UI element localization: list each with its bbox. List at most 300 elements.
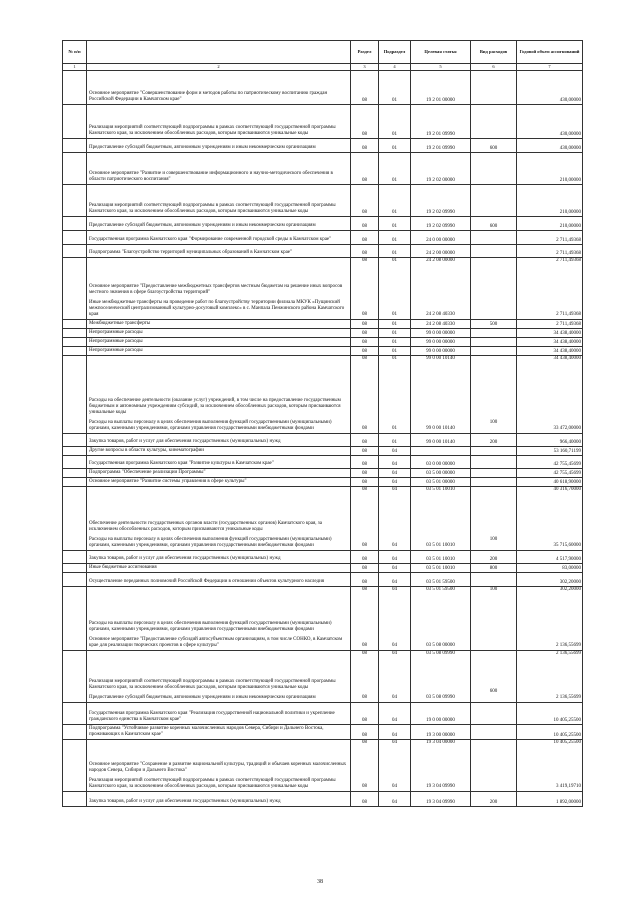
cell-value: 03 5 01 59500 xyxy=(426,587,455,592)
cell-value: 08 xyxy=(362,784,367,789)
cell-text: Предоставление субсидий бюджетным, автономным учреждениям и иным некоммерческим организациям xyxy=(89,145,316,150)
cell-target: 19 2 01 09990 xyxy=(411,105,471,139)
cell-num xyxy=(63,356,87,434)
cell-value: 100 xyxy=(489,420,498,425)
cell-num xyxy=(63,347,87,356)
cell-target xyxy=(411,356,471,434)
cell-name xyxy=(87,356,351,434)
cell-section: 08 xyxy=(351,231,379,245)
cell-amount: 210,00000 xyxy=(517,185,583,217)
cell-section: 08 xyxy=(351,456,379,469)
cell-subsection: 04 xyxy=(379,573,411,587)
table-row xyxy=(63,105,583,139)
cell-value: 04 xyxy=(392,695,397,700)
cell-target: 24 2 08 40330 xyxy=(411,320,471,329)
cell-text: Непрограммные расходы xyxy=(89,330,143,335)
cell-value: 01 xyxy=(392,312,397,317)
cell-target: 19 2 01 09990 xyxy=(411,139,471,153)
cell-text: Государственная программа Камчатского края "Формирование современной городской среды в Камчатском крае" xyxy=(89,237,332,242)
col-number: 2 xyxy=(87,64,351,71)
table-row xyxy=(63,338,583,347)
cell-name xyxy=(87,217,351,231)
cell-name xyxy=(87,573,351,587)
cell-text: Закупка товаров, работ и услуг для обеспечения государственных (муниципальных) нужд xyxy=(89,556,281,561)
cell-name xyxy=(87,434,351,447)
cell-target xyxy=(411,651,471,703)
cell-value: 04 xyxy=(392,587,397,592)
cell-amount: 210,00000 xyxy=(517,153,583,185)
cell-num xyxy=(63,447,87,456)
cell-name xyxy=(87,792,351,807)
cell-text: Государственная программа Камчатского края "Реализация государственной национальной политики и укрепление гражданского единства в Камчатском крае" xyxy=(89,711,335,722)
table-row xyxy=(63,725,583,740)
cell-num xyxy=(63,217,87,231)
cell-value: 04 xyxy=(392,487,397,492)
cell-amount: 430,00000 xyxy=(517,105,583,139)
cell-num xyxy=(63,153,87,185)
table-row xyxy=(63,564,583,573)
cell-text: Расходы на обеспечение деятельности (оказание услуг) учреждений, в том числе на предоставление государственным бюджетным и автономным учреждениям субсидий, за исключением обособленных расходов, которым присваиваются уникальные коды xyxy=(89,398,341,415)
table-row xyxy=(63,434,583,447)
cell-section: 08 xyxy=(351,139,379,153)
cell-target xyxy=(411,587,471,651)
cell-num xyxy=(63,320,87,329)
cell-text: Основное мероприятие "Совершенствование форм и методов работы по патриотическому воспитанию граждан Российской Федерации в Камчатском крае" xyxy=(89,91,328,102)
cell-num xyxy=(63,469,87,478)
header-target: Целевая статья xyxy=(411,41,471,64)
cell-num xyxy=(63,139,87,153)
header-amount: Годовой объем ассигнований xyxy=(517,41,583,64)
cell-target: 19 2 02 09990 xyxy=(411,185,471,217)
cell-num xyxy=(63,185,87,217)
cell-subsection: 01 xyxy=(379,338,411,347)
cell-value: 08 xyxy=(362,587,367,592)
cell-name xyxy=(87,347,351,356)
cell-value: 40 316,70000 xyxy=(553,487,581,492)
cell-text: Подпрограмма "Устойчивое развитие коренных малочисленных народов Севера, Сибири и Дальнего Востока, проживающих в Камчатском крае" xyxy=(89,726,324,737)
cell-target: 03 0 00 00000 xyxy=(411,456,471,469)
cell-value: 100 xyxy=(489,587,498,592)
cell-value: 2 136,55699 xyxy=(556,643,581,648)
cell-text: Основное мероприятие "Сохранение и развитие национальной культуры, традиций и обычаев коренных малочисленных народов Севера, Сибири и Дальнего Востока" xyxy=(89,762,347,773)
table-row xyxy=(63,245,583,258)
table-row xyxy=(63,651,583,703)
cell-text: Непрограммные расходы xyxy=(89,348,143,353)
cell-text: Другие вопросы в области культуры, кинематографии xyxy=(89,448,204,453)
cell-exp-type xyxy=(471,478,517,487)
cell-target: 19 0 00 00000 xyxy=(411,703,471,725)
cell-text: Предоставление субсидий бюджетным, автономным учреждениям и иным некоммерческим организациям xyxy=(89,695,316,700)
cell-target: 99 0 00 00000 xyxy=(411,338,471,347)
cell-section: 08 xyxy=(351,434,379,447)
header-num: № п/п xyxy=(63,41,87,64)
table-row xyxy=(63,740,583,792)
cell-exp-type xyxy=(471,651,517,703)
cell-subsection: 01 xyxy=(379,231,411,245)
cell-target: 19 2 01 00000 xyxy=(411,71,471,105)
cell-num xyxy=(63,478,87,487)
cell-name xyxy=(87,703,351,725)
cell-name xyxy=(87,231,351,245)
cell-name xyxy=(87,258,351,320)
cell-text: Закупка товаров, работ и услуг для обеспечения государственных (муниципальных) нужд xyxy=(89,799,281,804)
cell-text: Непрограммные расходы xyxy=(89,339,143,344)
cell-amount: 966,40000 xyxy=(517,434,583,447)
cell-value: 10 405,25500 xyxy=(553,740,581,745)
cell-target: 19 3 04 09990 xyxy=(411,792,471,807)
cell-target xyxy=(411,487,471,551)
cell-exp-type xyxy=(471,338,517,347)
cell-amount: 1 892,00000 xyxy=(517,792,583,807)
cell-value: 600 xyxy=(489,689,498,694)
table-row xyxy=(63,329,583,338)
cell-num xyxy=(63,587,87,651)
cell-exp-type: 800 xyxy=(471,564,517,573)
cell-name xyxy=(87,139,351,153)
cell-target xyxy=(411,740,471,792)
cell-subsection: 01 xyxy=(379,71,411,105)
cell-section: 08 xyxy=(351,792,379,807)
table-row xyxy=(63,231,583,245)
cell-text: Расходы на выплаты персоналу в целях обеспечения выполнения функций государственными (муниципальными) органами, казенными учреждениями, органами управления государственными внебюджетными фондами xyxy=(89,537,332,548)
table-row xyxy=(63,792,583,807)
cell-num xyxy=(63,258,87,320)
cell-name xyxy=(87,469,351,478)
header-row xyxy=(63,41,583,64)
cell-name xyxy=(87,725,351,740)
cell-amount xyxy=(517,587,583,651)
cell-amount: 10 405,25500 xyxy=(517,725,583,740)
cell-amount: 34 438,40000 xyxy=(517,347,583,356)
cell-exp-type xyxy=(471,587,517,651)
cell-target: 03 5 01 00000 xyxy=(411,478,471,487)
cell-value: 04 xyxy=(392,651,397,656)
table-row xyxy=(63,469,583,478)
cell-value: 03 5 01 10010 xyxy=(426,487,455,492)
cell-num xyxy=(63,434,87,447)
cell-target: 19 3 00 00000 xyxy=(411,725,471,740)
cell-subsection: 01 xyxy=(379,329,411,338)
cell-value: 34 438,40000 xyxy=(553,356,581,361)
cell-exp-type xyxy=(471,231,517,245)
cell-amount: 34 438,40000 xyxy=(517,338,583,347)
page-number: 38 xyxy=(317,879,323,885)
cell-exp-type xyxy=(471,356,517,434)
cell-subsection: 01 xyxy=(379,185,411,217)
cell-target: 03 5 01 59500 xyxy=(411,573,471,587)
cell-subsection: 01 xyxy=(379,347,411,356)
cell-exp-type: 200 xyxy=(471,551,517,564)
cell-text: Осуществление переданных полномочий Российской Федерации в отношении объектов культурного наследия xyxy=(89,579,325,584)
cell-subsection: 04 xyxy=(379,703,411,725)
cell-amount xyxy=(517,258,583,320)
cell-value: 03 5 08 09990 xyxy=(426,651,455,656)
cell-value: 08 xyxy=(362,651,367,656)
cell-amount: 430,00000 xyxy=(517,139,583,153)
table-row xyxy=(63,573,583,587)
cell-exp-type xyxy=(471,740,517,792)
cell-exp-type xyxy=(471,487,517,551)
cell-value: 08 xyxy=(362,543,367,548)
cell-amount: 40 618,90000 xyxy=(517,478,583,487)
cell-value: 08 xyxy=(362,312,367,317)
cell-target xyxy=(411,258,471,320)
cell-amount: 302,20000 xyxy=(517,573,583,587)
cell-exp-type: 200 xyxy=(471,792,517,807)
cell-subsection: 04 xyxy=(379,551,411,564)
cell-section xyxy=(351,651,379,703)
cell-subsection xyxy=(379,740,411,792)
col-number: 3 xyxy=(351,64,379,71)
cell-name xyxy=(87,185,351,217)
cell-section: 08 xyxy=(351,551,379,564)
cell-subsection: 01 xyxy=(379,320,411,329)
cell-amount: 210,00000 xyxy=(517,217,583,231)
cell-value: 04 xyxy=(392,643,397,648)
col-number: 4 xyxy=(379,64,411,71)
cell-target: 99 0 00 10140 xyxy=(411,434,471,447)
cell-text: Расходы на выплаты персоналу в целях обеспечения выполнения функций государственными (муниципальными) органами, казенными учреждениями, органами управления государственными внебюджетными фондами xyxy=(89,621,332,632)
table-row xyxy=(63,478,583,487)
cell-value: 08 xyxy=(362,258,367,263)
cell-text: Предоставление субсидий бюджетным, автономным учреждениям и иным некоммерческим организациям xyxy=(89,223,316,228)
cell-exp-type xyxy=(471,469,517,478)
cell-amount xyxy=(517,651,583,703)
cell-exp-type xyxy=(471,456,517,469)
cell-value: 01 xyxy=(392,426,397,431)
cell-exp-type xyxy=(471,447,517,456)
cell-num xyxy=(63,338,87,347)
cell-subsection: 04 xyxy=(379,478,411,487)
cell-amount xyxy=(517,487,583,551)
cell-value: 03 5 08 09990 xyxy=(426,695,455,700)
cell-section: 08 xyxy=(351,153,379,185)
cell-subsection: 01 xyxy=(379,217,411,231)
cell-value: 19 3 04 00000 xyxy=(426,740,455,745)
cell-text: Основное мероприятие "Предоставление субсидий автосубъектным организациям, в том числе СОНКО, в Камчатском крае для реализации творческих проектов в сфере культуры" xyxy=(89,637,343,648)
cell-exp-type xyxy=(471,245,517,258)
cell-section: 08 xyxy=(351,245,379,258)
cell-exp-type xyxy=(471,71,517,105)
table-body xyxy=(63,71,583,807)
cell-value: 2 136,55699 xyxy=(556,651,581,656)
cell-name xyxy=(87,651,351,703)
cell-amount xyxy=(517,740,583,792)
cell-section: 08 xyxy=(351,185,379,217)
cell-exp-type: 600 xyxy=(471,139,517,153)
cell-target: 19 2 02 09990 xyxy=(411,217,471,231)
cell-num xyxy=(63,329,87,338)
header-section: Раздел xyxy=(351,41,379,64)
cell-name xyxy=(87,71,351,105)
table-row xyxy=(63,551,583,564)
cell-section: 08 xyxy=(351,447,379,456)
cell-name xyxy=(87,245,351,258)
cell-section: 08 xyxy=(351,71,379,105)
cell-name xyxy=(87,338,351,347)
cell-section: 08 xyxy=(351,338,379,347)
table-row xyxy=(63,487,583,551)
cell-text: Основное мероприятие "Развитие системы управления в сфере культуры" xyxy=(89,479,247,484)
col-number: 6 xyxy=(471,64,517,71)
cell-exp-type xyxy=(471,347,517,356)
cell-value: 08 xyxy=(362,643,367,648)
cell-name xyxy=(87,329,351,338)
cell-exp-type xyxy=(471,258,517,320)
cell-text: Государственная программа Камчатского края "Развитие культуры в Камчатском крае" xyxy=(89,461,274,466)
cell-value: 08 xyxy=(362,487,367,492)
header-exp-type: Вид расходов xyxy=(471,41,517,64)
cell-text: Обеспечение деятельности государственных органов власти (государственных органов) Камчатского края, за исключением обособленных расходов, которым присваиваются уникальные коды xyxy=(89,521,322,532)
cell-text: Межбюджетные трансферты xyxy=(89,321,151,326)
cell-value: 99 0 00 10140 xyxy=(426,356,455,361)
cell-exp-type xyxy=(471,105,517,139)
table-row xyxy=(63,185,583,217)
cell-value: 2 711,49368 xyxy=(556,312,581,317)
cell-text: Основное мероприятие "Развитие и совершенствование информационного и научно-методического обеспечения в области патриотического воспитания" xyxy=(89,171,333,182)
cell-value: 01 xyxy=(392,258,397,263)
cell-name xyxy=(87,478,351,487)
table-row xyxy=(63,217,583,231)
cell-target: 03 5 01 10010 xyxy=(411,564,471,573)
cell-subsection: 01 xyxy=(379,139,411,153)
cell-target: 99 0 00 00000 xyxy=(411,347,471,356)
cell-amount: 34 438,40000 xyxy=(517,329,583,338)
cell-subsection: 04 xyxy=(379,447,411,456)
cell-num xyxy=(63,725,87,740)
cell-name xyxy=(87,740,351,792)
cell-value: 24 2 08 40330 xyxy=(426,312,455,317)
cell-value: 3 419,19710 xyxy=(556,784,581,789)
cell-subsection xyxy=(379,258,411,320)
cell-exp-type xyxy=(471,573,517,587)
cell-section: 08 xyxy=(351,320,379,329)
cell-amount: 2 711,49368 xyxy=(517,320,583,329)
table-row xyxy=(63,139,583,153)
cell-text: Реализация мероприятий соответствующей подпрограммы в рамках соответствующей государственной программы Камчатского края, за исключением обособленных расходов, которым присваиваются уникальные коды xyxy=(89,125,336,136)
cell-target: 03 5 01 10010 xyxy=(411,551,471,564)
header-subsection: Подраздел xyxy=(379,41,411,64)
cell-text: Основное мероприятие "Предоставление межбюджетных трансфертов местным бюджетам на решение иных вопросов местного значения в сфере благоустройства территорий" xyxy=(89,284,343,295)
cell-section xyxy=(351,258,379,320)
cell-section: 08 xyxy=(351,478,379,487)
cell-subsection: 01 xyxy=(379,105,411,139)
cell-subsection: 01 xyxy=(379,245,411,258)
cell-subsection: 04 xyxy=(379,725,411,740)
col-number: 1 xyxy=(63,64,87,71)
cell-text: Подпрограмма "Обеспечение реализации Программы" xyxy=(89,470,206,475)
cell-section: 08 xyxy=(351,564,379,573)
cell-section: 08 xyxy=(351,217,379,231)
cell-value: 08 xyxy=(362,695,367,700)
cell-num xyxy=(63,231,87,245)
cell-value: 2 711,49368 xyxy=(556,258,581,263)
cell-target: 24 0 00 00000 xyxy=(411,231,471,245)
cell-subsection: 01 xyxy=(379,434,411,447)
cell-amount: 2 711,49368 xyxy=(517,231,583,245)
cell-target: 19 2 02 00000 xyxy=(411,153,471,185)
cell-subsection xyxy=(379,651,411,703)
cell-value: 100 xyxy=(489,537,498,542)
cell-section xyxy=(351,487,379,551)
cell-value: 19 3 04 09990 xyxy=(426,784,455,789)
table-row xyxy=(63,347,583,356)
cell-value: 04 xyxy=(392,543,397,548)
cell-exp-type: 200 xyxy=(471,434,517,447)
cell-section: 08 xyxy=(351,105,379,139)
cell-amount: 430,00000 xyxy=(517,71,583,105)
cell-value: 33 472,00000 xyxy=(553,426,581,431)
cell-value: 08 xyxy=(362,356,367,361)
cell-num xyxy=(63,487,87,551)
cell-section: 08 xyxy=(351,347,379,356)
cell-target: 99 0 00 00000 xyxy=(411,329,471,338)
cell-section: 08 xyxy=(351,469,379,478)
column-number-row xyxy=(63,64,583,71)
cell-amount: 53 160,71199 xyxy=(517,447,583,456)
cell-exp-type xyxy=(471,185,517,217)
table-row xyxy=(63,320,583,329)
cell-subsection: 04 xyxy=(379,792,411,807)
cell-num xyxy=(63,573,87,587)
cell-amount xyxy=(517,356,583,434)
cell-name xyxy=(87,551,351,564)
cell-value: 24 2 08 00000 xyxy=(426,258,455,263)
table-row xyxy=(63,71,583,105)
cell-subsection xyxy=(379,356,411,434)
table-row xyxy=(63,587,583,651)
col-number: 7 xyxy=(517,64,583,71)
cell-exp-type xyxy=(471,725,517,740)
table-row xyxy=(63,703,583,725)
cell-name xyxy=(87,456,351,469)
cell-text: Закупка товаров, работ и услуг для обеспечения государственных (муниципальных) нужд xyxy=(89,439,281,444)
cell-num xyxy=(63,564,87,573)
table-row xyxy=(63,456,583,469)
cell-name xyxy=(87,153,351,185)
cell-value: 04 xyxy=(392,784,397,789)
cell-amount: 83,00000 xyxy=(517,564,583,573)
cell-value: 03 5 01 10010 xyxy=(426,543,455,548)
cell-text: Реализация мероприятий соответствующей подпрограммы в рамках соответствующей государственной программы Камчатского края, за исключением обособленных расходов, которым присваиваются уникальные коды xyxy=(89,203,336,214)
cell-num xyxy=(63,703,87,725)
cell-section: 08 xyxy=(351,703,379,725)
cell-value: 08 xyxy=(362,426,367,431)
cell-amount: 4 517,90000 xyxy=(517,551,583,564)
cell-value: 03 5 08 00000 xyxy=(426,643,455,648)
col-number: 5 xyxy=(411,64,471,71)
cell-name xyxy=(87,564,351,573)
cell-amount: 10 405,25500 xyxy=(517,703,583,725)
cell-num xyxy=(63,740,87,792)
cell-value: 99 0 00 10140 xyxy=(426,426,455,431)
cell-section xyxy=(351,740,379,792)
cell-text: Иные бюджетные ассигнования xyxy=(89,565,157,570)
cell-amount: 42 755,45699 xyxy=(517,469,583,478)
table-row xyxy=(63,258,583,320)
cell-name xyxy=(87,447,351,456)
cell-value: 04 xyxy=(392,740,397,745)
cell-name xyxy=(87,105,351,139)
cell-value: 302,20000 xyxy=(559,587,581,592)
cell-target: 24 2 00 00000 xyxy=(411,245,471,258)
cell-exp-type xyxy=(471,153,517,185)
table-row xyxy=(63,153,583,185)
cell-subsection xyxy=(379,587,411,651)
cell-name xyxy=(87,320,351,329)
table-row xyxy=(63,447,583,456)
cell-num xyxy=(63,71,87,105)
